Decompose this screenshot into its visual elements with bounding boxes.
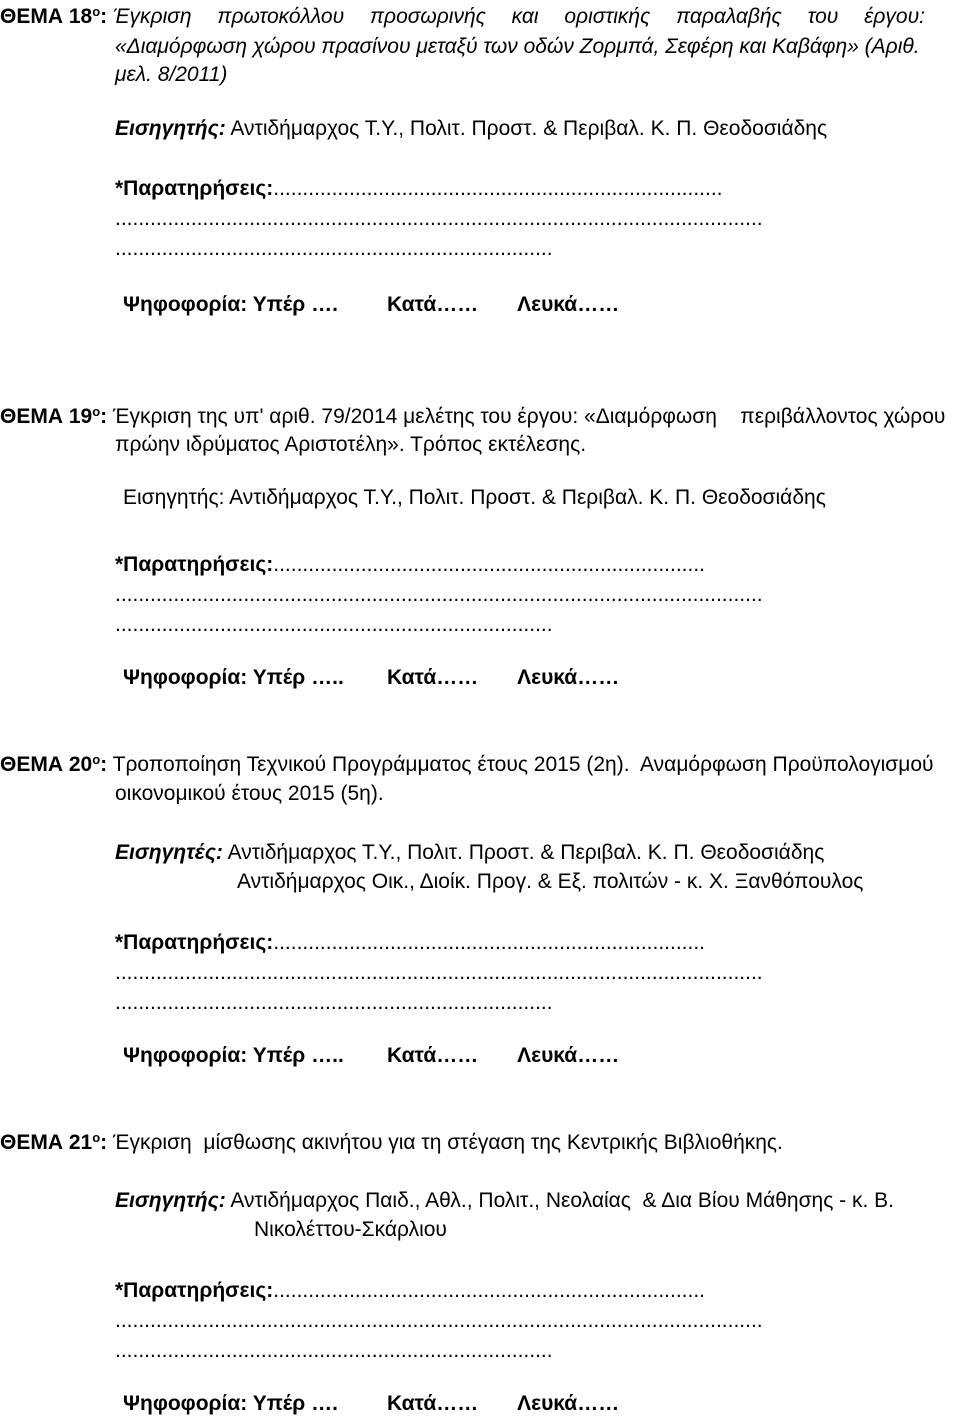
item-text-line: Έγκριση της υπ' αριθ. 79/2014 μελέτης του έργου: «Διαμόρφωση περιβάλλοντος χώρου [113, 405, 946, 428]
remarks-dots: ............................................................................. [273, 177, 723, 200]
vote-abstain-value: …… [577, 293, 620, 316]
vote-for-value: ….. [311, 666, 344, 689]
item-text-line: Έγκριση πρωτοκόλλου προσωρινής και οριστικής παραλαβής του έργου: [113, 5, 925, 28]
item-20-heading-line [0, 752, 934, 778]
vote-line [123, 1043, 619, 1069]
rapporteur-name: Αντιδήμαρχος Τ.Υ., Πολιτ. Προστ. & Περιβαλ. Κ. Π. Θεοδοσιάδης [230, 117, 828, 140]
vote-for-label: Ψηφοφορία: Υπέρ [123, 1044, 306, 1067]
vote-against-value: …… [436, 666, 479, 689]
vote-for-label: Ψηφοφορία: Υπέρ [123, 293, 306, 316]
vote-line [123, 665, 619, 691]
remarks-line [115, 552, 705, 578]
label-colon: : [100, 405, 108, 428]
vote-line [123, 1391, 619, 1417]
item-21-heading-line [0, 1130, 783, 1156]
remarks-label: *Παρατηρήσεις: [115, 1279, 274, 1302]
ordinal-sup: ο [92, 1130, 101, 1145]
remarks-label: *Παρατηρήσεις: [115, 177, 274, 200]
rapporteur-name: Αντιδήμαρχος Τ.Υ., Πολιτ. Προστ. & Περιβαλ. Κ. Π. Θεοδοσιάδης [227, 841, 825, 864]
ordinal-sup: ο [92, 752, 101, 767]
item-18-heading-line [0, 4, 925, 30]
item-text-line: μελ. 8/2011) [115, 63, 228, 86]
rapporteur-line [115, 840, 824, 866]
vote-against-value: …… [436, 1044, 479, 1067]
rapporteur-name: Αντιδήμαρχος Τ.Υ., Πολιτ. Προστ. & Περιβαλ. Κ. Π. Θεοδοσιάδης [229, 486, 826, 509]
remarks-dots: ............................................................................................................... [115, 961, 763, 984]
ordinal-sup: ο [92, 404, 101, 419]
item-label: ΘΕΜΑ 21 [0, 1131, 93, 1154]
rapporteur-name: Αντιδήμαρχος Οικ., Διοίκ. Προγ. & Εξ. πολιτών - κ. Χ. Ξανθόπουλος [237, 870, 864, 893]
vote-against-label: Κατά [386, 293, 437, 316]
vote-for-value: ….. [311, 1044, 344, 1067]
vote-against-value: …… [436, 293, 479, 316]
remarks-line [115, 930, 705, 956]
item-text-line: οικονομικού έτους 2015 (5η). [115, 782, 384, 805]
label-colon: : [100, 753, 108, 776]
vote-for-value: …. [311, 293, 338, 316]
vote-against-label: Κατά [386, 666, 437, 689]
vote-line [123, 292, 619, 318]
vote-abstain-label: Λευκά [517, 1392, 578, 1415]
item-label: ΘΕΜΑ 18 [0, 5, 93, 28]
ordinal-sup: ο [92, 4, 101, 19]
rapporteur-line [115, 116, 827, 142]
vote-against-label: Κατά [386, 1044, 437, 1067]
vote-against-value: …… [436, 1392, 479, 1415]
item-text-line: πρώην ιδρύματος Αριστοτέλη». Τρόπος εκτέλεσης. [115, 433, 587, 456]
label-colon: : [100, 1131, 108, 1154]
remarks-line [115, 1278, 705, 1304]
rapporteur-name: Νικολέττου-Σκάρλιου [254, 1218, 447, 1241]
remarks-dots: ........................................................................... [115, 991, 553, 1014]
vote-abstain-value: …… [577, 666, 620, 689]
remarks-dots: .......................................................................... [273, 1279, 706, 1302]
vote-for-label: Ψηφοφορία: Υπέρ [123, 1392, 306, 1415]
remarks-dots: ............................................................................................................... [115, 207, 763, 230]
item-label: ΘΕΜΑ 19 [0, 405, 93, 428]
vote-abstain-label: Λευκά [517, 1044, 578, 1067]
remarks-dots: ........................................................................... [115, 237, 553, 260]
label-colon: : [100, 5, 108, 28]
rapporteur-label: Εισηγητής: [115, 117, 226, 140]
vote-abstain-value: …… [577, 1392, 620, 1415]
remarks-dots: .......................................................................... [273, 553, 706, 576]
vote-against-label: Κατά [386, 1392, 437, 1415]
vote-abstain-label: Λευκά [517, 293, 578, 316]
rapporteur-label: Εισηγητής: [123, 486, 225, 509]
vote-for-label: Ψηφοφορία: Υπέρ [123, 666, 306, 689]
rapporteur-line [123, 485, 826, 511]
rapporteur-label: Εισηγητές: [115, 841, 223, 864]
item-19-heading-line [0, 404, 945, 430]
remarks-label: *Παρατηρήσεις: [115, 931, 274, 954]
rapporteur-name: Αντιδήμαρχος Παιδ., Αθλ., Πολιτ., Νεολαίας & Δια Βίου Μάθησης - κ. Β. [230, 1189, 895, 1212]
item-label: ΘΕΜΑ 20 [0, 753, 93, 776]
item-text-line: Έγκριση μίσθωσης ακινήτου για τη στέγαση της Κεντρικής Βιβλιοθήκης. [113, 1131, 783, 1154]
item-text-line: Τροποποίηση Τεχνικού Προγράμματος έτους 2015 (2η). Αναμόρφωση Προϋπολογισμού [112, 753, 934, 776]
remarks-line [115, 176, 723, 202]
remarks-dots: ........................................................................... [115, 613, 553, 636]
vote-abstain-label: Λευκά [517, 666, 578, 689]
remarks-dots: ............................................................................................................... [115, 1309, 763, 1332]
vote-abstain-value: …… [577, 1044, 620, 1067]
remarks-label: *Παρατηρήσεις: [115, 553, 274, 576]
remarks-dots: ........................................................................... [115, 1339, 553, 1362]
item-text-line: «Διαμόρφωση χώρου πρασίνου μεταξύ των οδών Ζορμπά, Σεφέρη και Καβάφη» (Αριθ. [115, 35, 920, 58]
rapporteur-line [115, 1188, 894, 1214]
rapporteur-label: Εισηγητής: [115, 1189, 226, 1212]
remarks-dots: ............................................................................................................... [115, 583, 763, 606]
remarks-dots: .......................................................................... [273, 931, 706, 954]
vote-for-value: …. [311, 1392, 338, 1415]
